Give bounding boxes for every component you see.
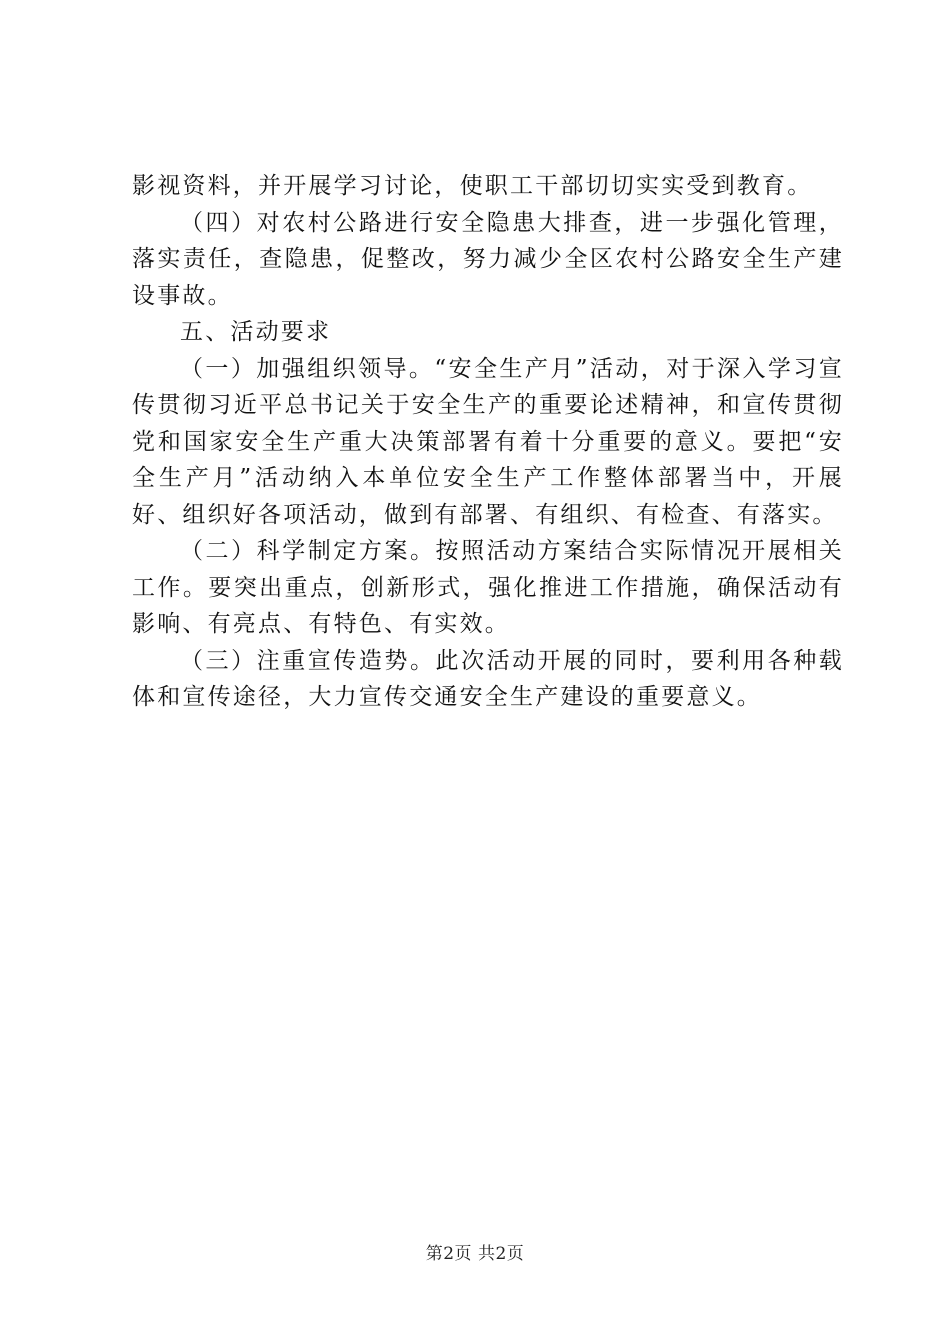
paragraph-requirement-3: （三）注重宣传造势。此次活动开展的同时，要利用各种载体和宣传途径，大力宣传交通安全生产建设的重要意义。 (132, 647, 844, 710)
paragraph-requirement-2: （二）科学制定方案。按照活动方案结合实际情况开展相关工作。要突出重点，创新形式，强化推进工作措施，确保活动有影响、有亮点、有特色、有实效。 (132, 538, 844, 637)
paragraph-item-4: （四）对农村公路进行安全隐患大排查，进一步强化管理，落实责任，查隐患，促整改，努力减少全区农村公路安全生产建设事故。 (132, 209, 844, 309)
document-body (132, 168, 844, 716)
section-heading-requirements: 五、活动要求 (180, 319, 332, 345)
page-footer: 第2页 共2页 (425, 1244, 525, 1264)
paragraph-continuation: 影视资料，并开展学习讨论，使职工干部切切实实受到教育。 (132, 173, 813, 199)
paragraph-requirement-1: （一）加强组织领导。“安全生产月”活动，对于深入学习宣传贯彻习近平总书记关于安全生产的重要论述精神，和宣传贯彻党和国家安全生产重大决策部署有着十分重要的意义。要把“安全生产月”活动纳入本单位安全生产工作整体部署当中，开展好、组织好各项活动，做到有部署、有组织、有检查、有落实。 (132, 355, 844, 528)
